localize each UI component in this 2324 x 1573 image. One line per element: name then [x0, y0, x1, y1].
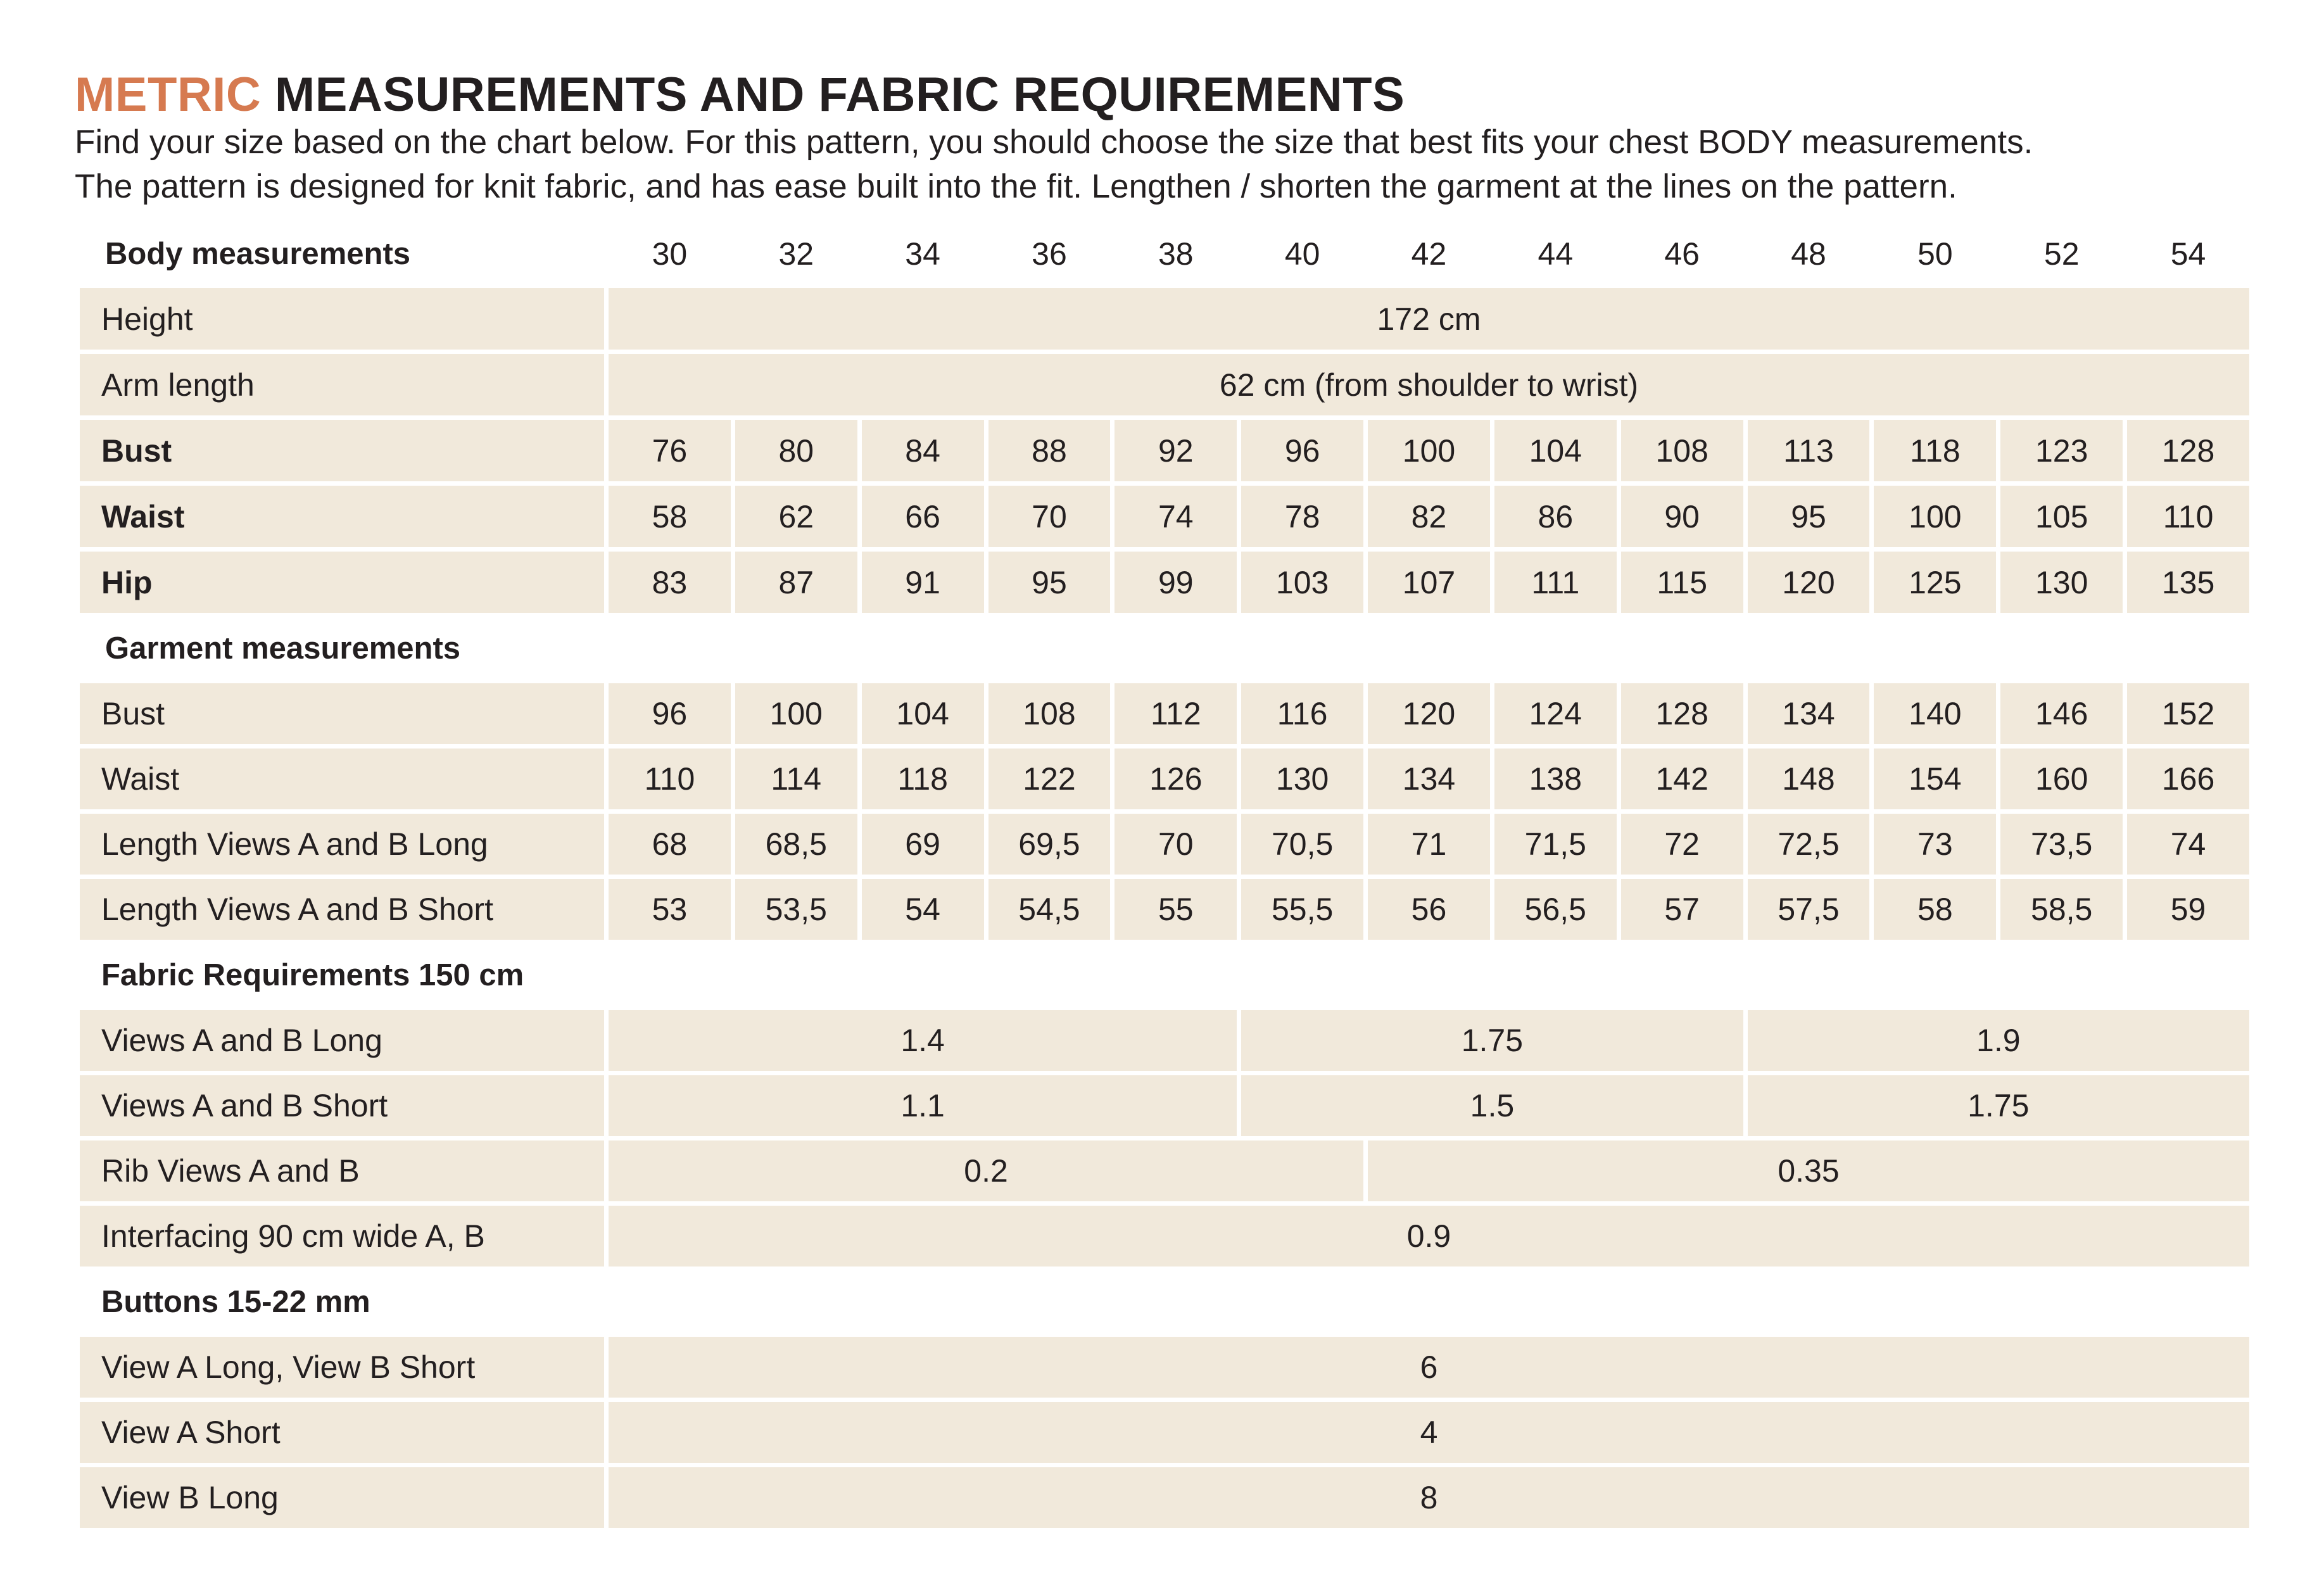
- table-cell: 95: [1748, 486, 1870, 547]
- table-cell: 88: [988, 420, 1111, 481]
- size-chart: [75, 220, 2254, 1532]
- row-label: Waist: [80, 486, 604, 547]
- table-cell: 96: [609, 683, 731, 744]
- table-cell: 69: [862, 814, 984, 875]
- table-cell: 115: [1621, 552, 1743, 613]
- size-label: 42: [1411, 236, 1447, 272]
- table-cell: 72: [1621, 814, 1743, 875]
- table-cell: 100: [1874, 486, 1996, 547]
- page-title: [75, 66, 1405, 124]
- table-cell: 95: [988, 552, 1111, 613]
- table-cell: 87: [735, 552, 857, 613]
- table-cell: 120: [1368, 683, 1490, 744]
- table-cell: 128: [2127, 420, 2249, 481]
- table-cell: 123: [2000, 420, 2123, 481]
- table-cell: 100: [735, 683, 857, 744]
- table-cell: 96: [1241, 420, 1363, 481]
- table-cell: 69,5: [988, 814, 1111, 875]
- section-label-buttons: Buttons 15-22 mm: [101, 1284, 370, 1319]
- section-header-row: [80, 1271, 2249, 1332]
- table-row: [80, 420, 2249, 481]
- size-label: 46: [1664, 236, 1700, 272]
- table-cell: 1.4: [609, 1010, 1237, 1071]
- table-cell: 84: [862, 420, 984, 481]
- size-label: 30: [652, 236, 688, 272]
- table-cell: 57: [1621, 879, 1743, 940]
- intro-text: [75, 120, 2033, 209]
- table-cell: 56,5: [1494, 879, 1617, 940]
- table-cell: 120: [1748, 552, 1870, 613]
- table-row: [80, 1337, 2249, 1398]
- table-row: [80, 1467, 2249, 1528]
- table-cell: 80: [735, 420, 857, 481]
- table-cell: 130: [1241, 749, 1363, 809]
- table-cell: 110: [609, 749, 731, 809]
- size-label: 32: [778, 236, 814, 272]
- table-cell: 148: [1748, 749, 1870, 809]
- row-label: Waist: [80, 749, 604, 809]
- size-label: 44: [1538, 236, 1574, 272]
- table-row: [80, 1075, 2249, 1136]
- table-cell: 113: [1748, 420, 1870, 481]
- table-cell: 108: [988, 683, 1111, 744]
- table-cell: 70,5: [1241, 814, 1363, 875]
- size-label: 40: [1284, 236, 1320, 272]
- row-label: Length Views A and B Short: [80, 879, 604, 940]
- table-row: [80, 879, 2249, 940]
- table-cell: 124: [1494, 683, 1617, 744]
- table-cell: 103: [1241, 552, 1363, 613]
- intro-line: The pattern is designed for knit fabric, and has ease built into the fit. Lengthen / shorten the garment at the lines on the pattern.: [75, 168, 1957, 205]
- table-cell: 108: [1621, 420, 1743, 481]
- table-cell: 70: [988, 486, 1111, 547]
- table-cell: 104: [1494, 420, 1617, 481]
- table-cell: 83: [609, 552, 731, 613]
- table-cell: 107: [1368, 552, 1490, 613]
- title-accent: METRIC: [75, 68, 262, 122]
- section-label-fabric: Fabric Requirements 150 cm: [101, 957, 524, 992]
- table-cell: 68: [609, 814, 731, 875]
- section-label-body: Body measurements: [105, 237, 411, 271]
- table-cell: 0.35: [1368, 1140, 2249, 1201]
- size-label: 50: [1917, 236, 1953, 272]
- table-cell: 73: [1874, 814, 1996, 875]
- table-row: [80, 1010, 2249, 1071]
- table-row: [80, 288, 2249, 350]
- table-cell: 140: [1874, 683, 1996, 744]
- table-cell: 135: [2127, 552, 2249, 613]
- table-cell: 138: [1494, 749, 1617, 809]
- table-cell: 72,5: [1748, 814, 1870, 875]
- table-cell: 172 cm: [609, 288, 2249, 350]
- table-cell: 53,5: [735, 879, 857, 940]
- table-row: [80, 354, 2249, 415]
- table-cell: 53: [609, 879, 731, 940]
- table-cell: 118: [862, 749, 984, 809]
- table-cell: 99: [1115, 552, 1237, 613]
- table-cell: 114: [735, 749, 857, 809]
- table-row: [80, 1206, 2249, 1267]
- table-cell: 71: [1368, 814, 1490, 875]
- table-cell: 100: [1368, 420, 1490, 481]
- table-cell: 152: [2127, 683, 2249, 744]
- table-cell: 8: [609, 1467, 2249, 1528]
- table-cell: 82: [1368, 486, 1490, 547]
- table-cell: 146: [2000, 683, 2123, 744]
- section-label-garment: Garment measurements: [105, 631, 461, 666]
- table-cell: 134: [1368, 749, 1490, 809]
- table-cell: 4: [609, 1402, 2249, 1463]
- intro-line: Find your size based on the chart below. For this pattern, you should choose the size that best fits your chest BODY measurements.: [75, 123, 2033, 161]
- table-cell: 59: [2127, 879, 2249, 940]
- table-cell: 62: [735, 486, 857, 547]
- table-row: [80, 683, 2249, 744]
- table-row: [80, 1402, 2249, 1463]
- table-cell: 78: [1241, 486, 1363, 547]
- table-row: [80, 1140, 2249, 1201]
- table-cell: 0.9: [609, 1206, 2249, 1267]
- row-label: Bust: [80, 420, 604, 481]
- row-label: Arm length: [80, 354, 604, 415]
- row-label: Bust: [80, 683, 604, 744]
- title-rest: MEASUREMENTS AND FABRIC REQUIREMENTS: [261, 68, 1405, 122]
- size-label: 52: [2043, 236, 2080, 272]
- table-cell: 116: [1241, 683, 1363, 744]
- table-cell: 166: [2127, 749, 2249, 809]
- table-cell: 58: [1874, 879, 1996, 940]
- table-cell: 70: [1115, 814, 1237, 875]
- table-cell: 6: [609, 1337, 2249, 1398]
- table-cell: 57,5: [1748, 879, 1870, 940]
- table-cell: 1.75: [1748, 1075, 2249, 1136]
- table-cell: 122: [988, 749, 1111, 809]
- table-cell: 90: [1621, 486, 1743, 547]
- table-cell: 126: [1115, 749, 1237, 809]
- row-label: View B Long: [80, 1467, 604, 1528]
- table-row: [80, 814, 2249, 875]
- table-cell: 55,5: [1241, 879, 1363, 940]
- table-cell: 128: [1621, 683, 1743, 744]
- size-label: 54: [2170, 236, 2206, 272]
- table-cell: 86: [1494, 486, 1617, 547]
- table-cell: 142: [1621, 749, 1743, 809]
- table-cell: 54: [862, 879, 984, 940]
- row-label: Hip: [80, 552, 604, 613]
- table-cell: 1.1: [609, 1075, 1237, 1136]
- table-cell: 58: [609, 486, 731, 547]
- table-cell: 92: [1115, 420, 1237, 481]
- table-cell: 1.5: [1241, 1075, 1743, 1136]
- table-cell: 134: [1748, 683, 1870, 744]
- table-cell: 1.9: [1748, 1010, 2249, 1071]
- table-cell: 130: [2000, 552, 2123, 613]
- table-cell: 56: [1368, 879, 1490, 940]
- row-label: Length Views A and B Long: [80, 814, 604, 875]
- table-cell: 74: [1115, 486, 1237, 547]
- table-cell: 73,5: [2000, 814, 2123, 875]
- table-cell: 71,5: [1494, 814, 1617, 875]
- table-cell: 62 cm (from shoulder to wrist): [609, 354, 2249, 415]
- table-cell: 68,5: [735, 814, 857, 875]
- table-cell: 1.75: [1241, 1010, 1743, 1071]
- row-label: Views A and B Long: [80, 1010, 604, 1071]
- table-cell: 105: [2000, 486, 2123, 547]
- row-label: Rib Views A and B: [80, 1140, 604, 1201]
- table-cell: 54,5: [988, 879, 1111, 940]
- table-cell: 0.2: [609, 1140, 1363, 1201]
- section-header-row: [80, 617, 2249, 679]
- table-cell: 74: [2127, 814, 2249, 875]
- section-header-row: [80, 944, 2249, 1006]
- table-cell: 91: [862, 552, 984, 613]
- table-cell: 104: [862, 683, 984, 744]
- table-row: [80, 552, 2249, 613]
- row-label: View A Long, View B Short: [80, 1337, 604, 1398]
- size-header-row: [80, 224, 2249, 284]
- table-cell: 55: [1115, 879, 1237, 940]
- table-cell: 58,5: [2000, 879, 2123, 940]
- size-label: 48: [1791, 236, 1826, 272]
- table-cell: 160: [2000, 749, 2123, 809]
- table-cell: 112: [1115, 683, 1237, 744]
- table-row: [80, 749, 2249, 809]
- table-cell: 154: [1874, 749, 1996, 809]
- table-cell: 118: [1874, 420, 1996, 481]
- row-label: View A Short: [80, 1402, 604, 1463]
- row-label: Height: [80, 288, 604, 350]
- table-cell: 125: [1874, 552, 1996, 613]
- row-label: Views A and B Short: [80, 1075, 604, 1136]
- table-cell: 66: [862, 486, 984, 547]
- size-label: 34: [905, 236, 940, 272]
- size-label: 36: [1032, 236, 1067, 272]
- size-label: 38: [1158, 236, 1194, 272]
- row-label: Interfacing 90 cm wide A, B: [80, 1206, 604, 1267]
- table-cell: 111: [1494, 552, 1617, 613]
- table-cell: 76: [609, 420, 731, 481]
- table-cell: 110: [2127, 486, 2249, 547]
- table-row: [80, 486, 2249, 547]
